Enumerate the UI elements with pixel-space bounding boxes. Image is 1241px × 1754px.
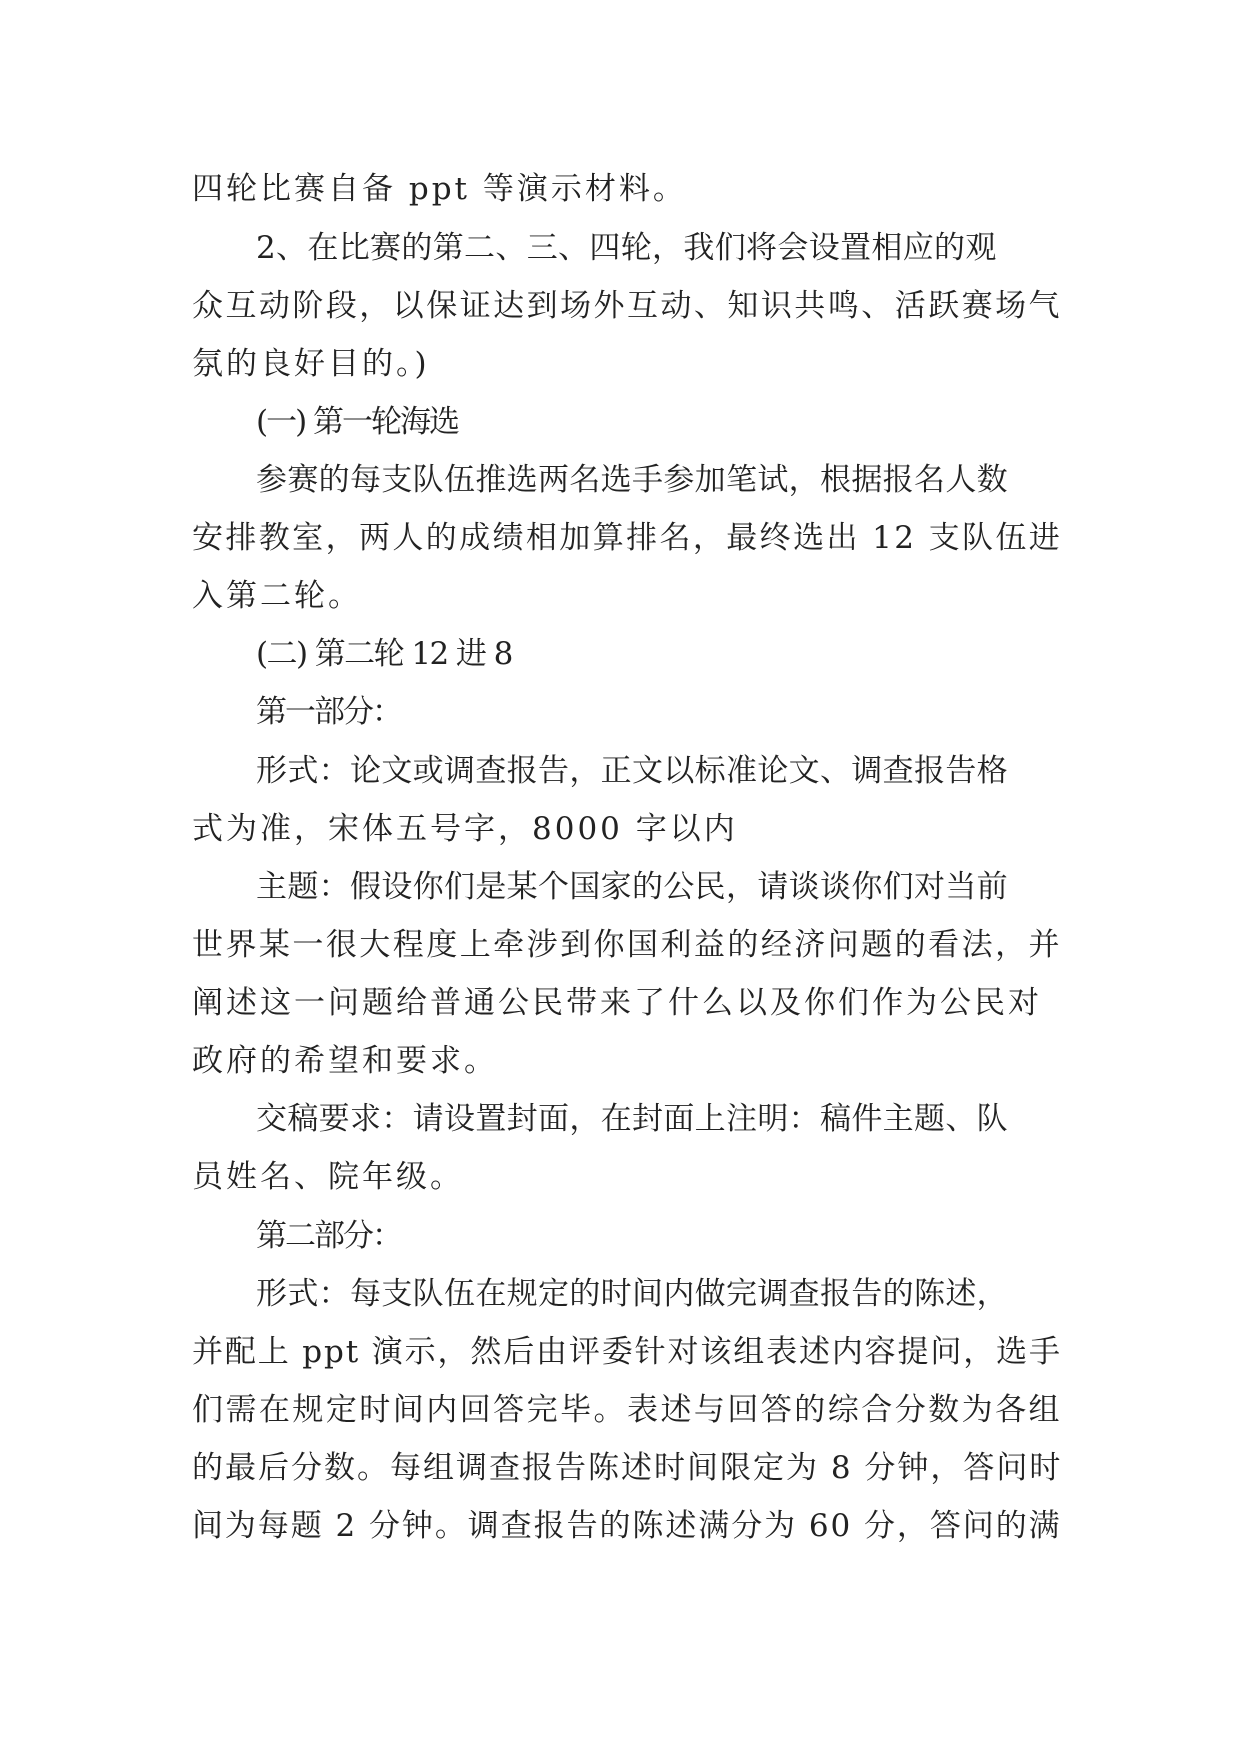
text-line: 间为每题 2 分钟。调查报告的陈述满分为 60 分，答问的满: [192, 1508, 1062, 1544]
text-line: 的最后分数。每组调查报告陈述时间限定为 8 分钟，答问时: [192, 1450, 1063, 1486]
subsection-heading: 第一部分：: [256, 694, 401, 730]
text-line: 形式：论文或调查报告，正文以标准论文、调查报告格: [256, 753, 1008, 789]
text-line: 政府的希望和要求。: [192, 1043, 498, 1079]
text-line: 安排教室，两人的成绩相加算排名，最终选出 12 支队伍进: [192, 520, 1063, 556]
text-line: 形式：每支队伍在规定的时间内做完调查报告的陈述，: [256, 1276, 1008, 1312]
text-line: 们需在规定时间内回答完毕。表述与回答的综合分数为各组: [192, 1392, 1062, 1428]
text-line: 主题：假设你们是某个国家的公民，请谈谈你们对当前: [256, 869, 1008, 905]
text-line: 交稿要求：请设置封面，在封面上注明：稿件主题、队: [256, 1101, 1008, 1137]
subsection-heading: 第二部分：: [256, 1218, 401, 1254]
text-line: 式为准，宋体五号字，8000 字以内: [192, 811, 738, 847]
text-line: 众互动阶段，以保证达到场外互动、知识共鸣、活跃赛场气: [192, 288, 1062, 324]
text-line: 并配上 ppt 演示，然后由评委针对该组表述内容提问，选手: [192, 1334, 1062, 1370]
text-line: 阐述这一问题给普通公民带来了什么以及你们作为公民对: [192, 985, 1042, 1021]
text-line: 参赛的每支队伍推选两名选手参加笔试，根据报名人数: [256, 462, 1008, 498]
text-line: 员姓名、院年级。: [192, 1159, 464, 1195]
text-line: 2、在比赛的第二、三、四轮，我们将会设置相应的观: [256, 230, 997, 266]
text-line: 世界某一很大程度上牵涉到你国利益的经济问题的看法，并: [192, 927, 1062, 963]
section-heading: (二) 第二轮 12 进 8: [256, 636, 512, 672]
text-line: 氛的良好目的。): [192, 346, 430, 382]
text-line: 入第二轮。: [192, 578, 362, 614]
text-line: 四轮比赛自备 ppt 等演示材料。: [192, 171, 687, 207]
section-heading: (一) 第一轮海选: [256, 404, 459, 440]
